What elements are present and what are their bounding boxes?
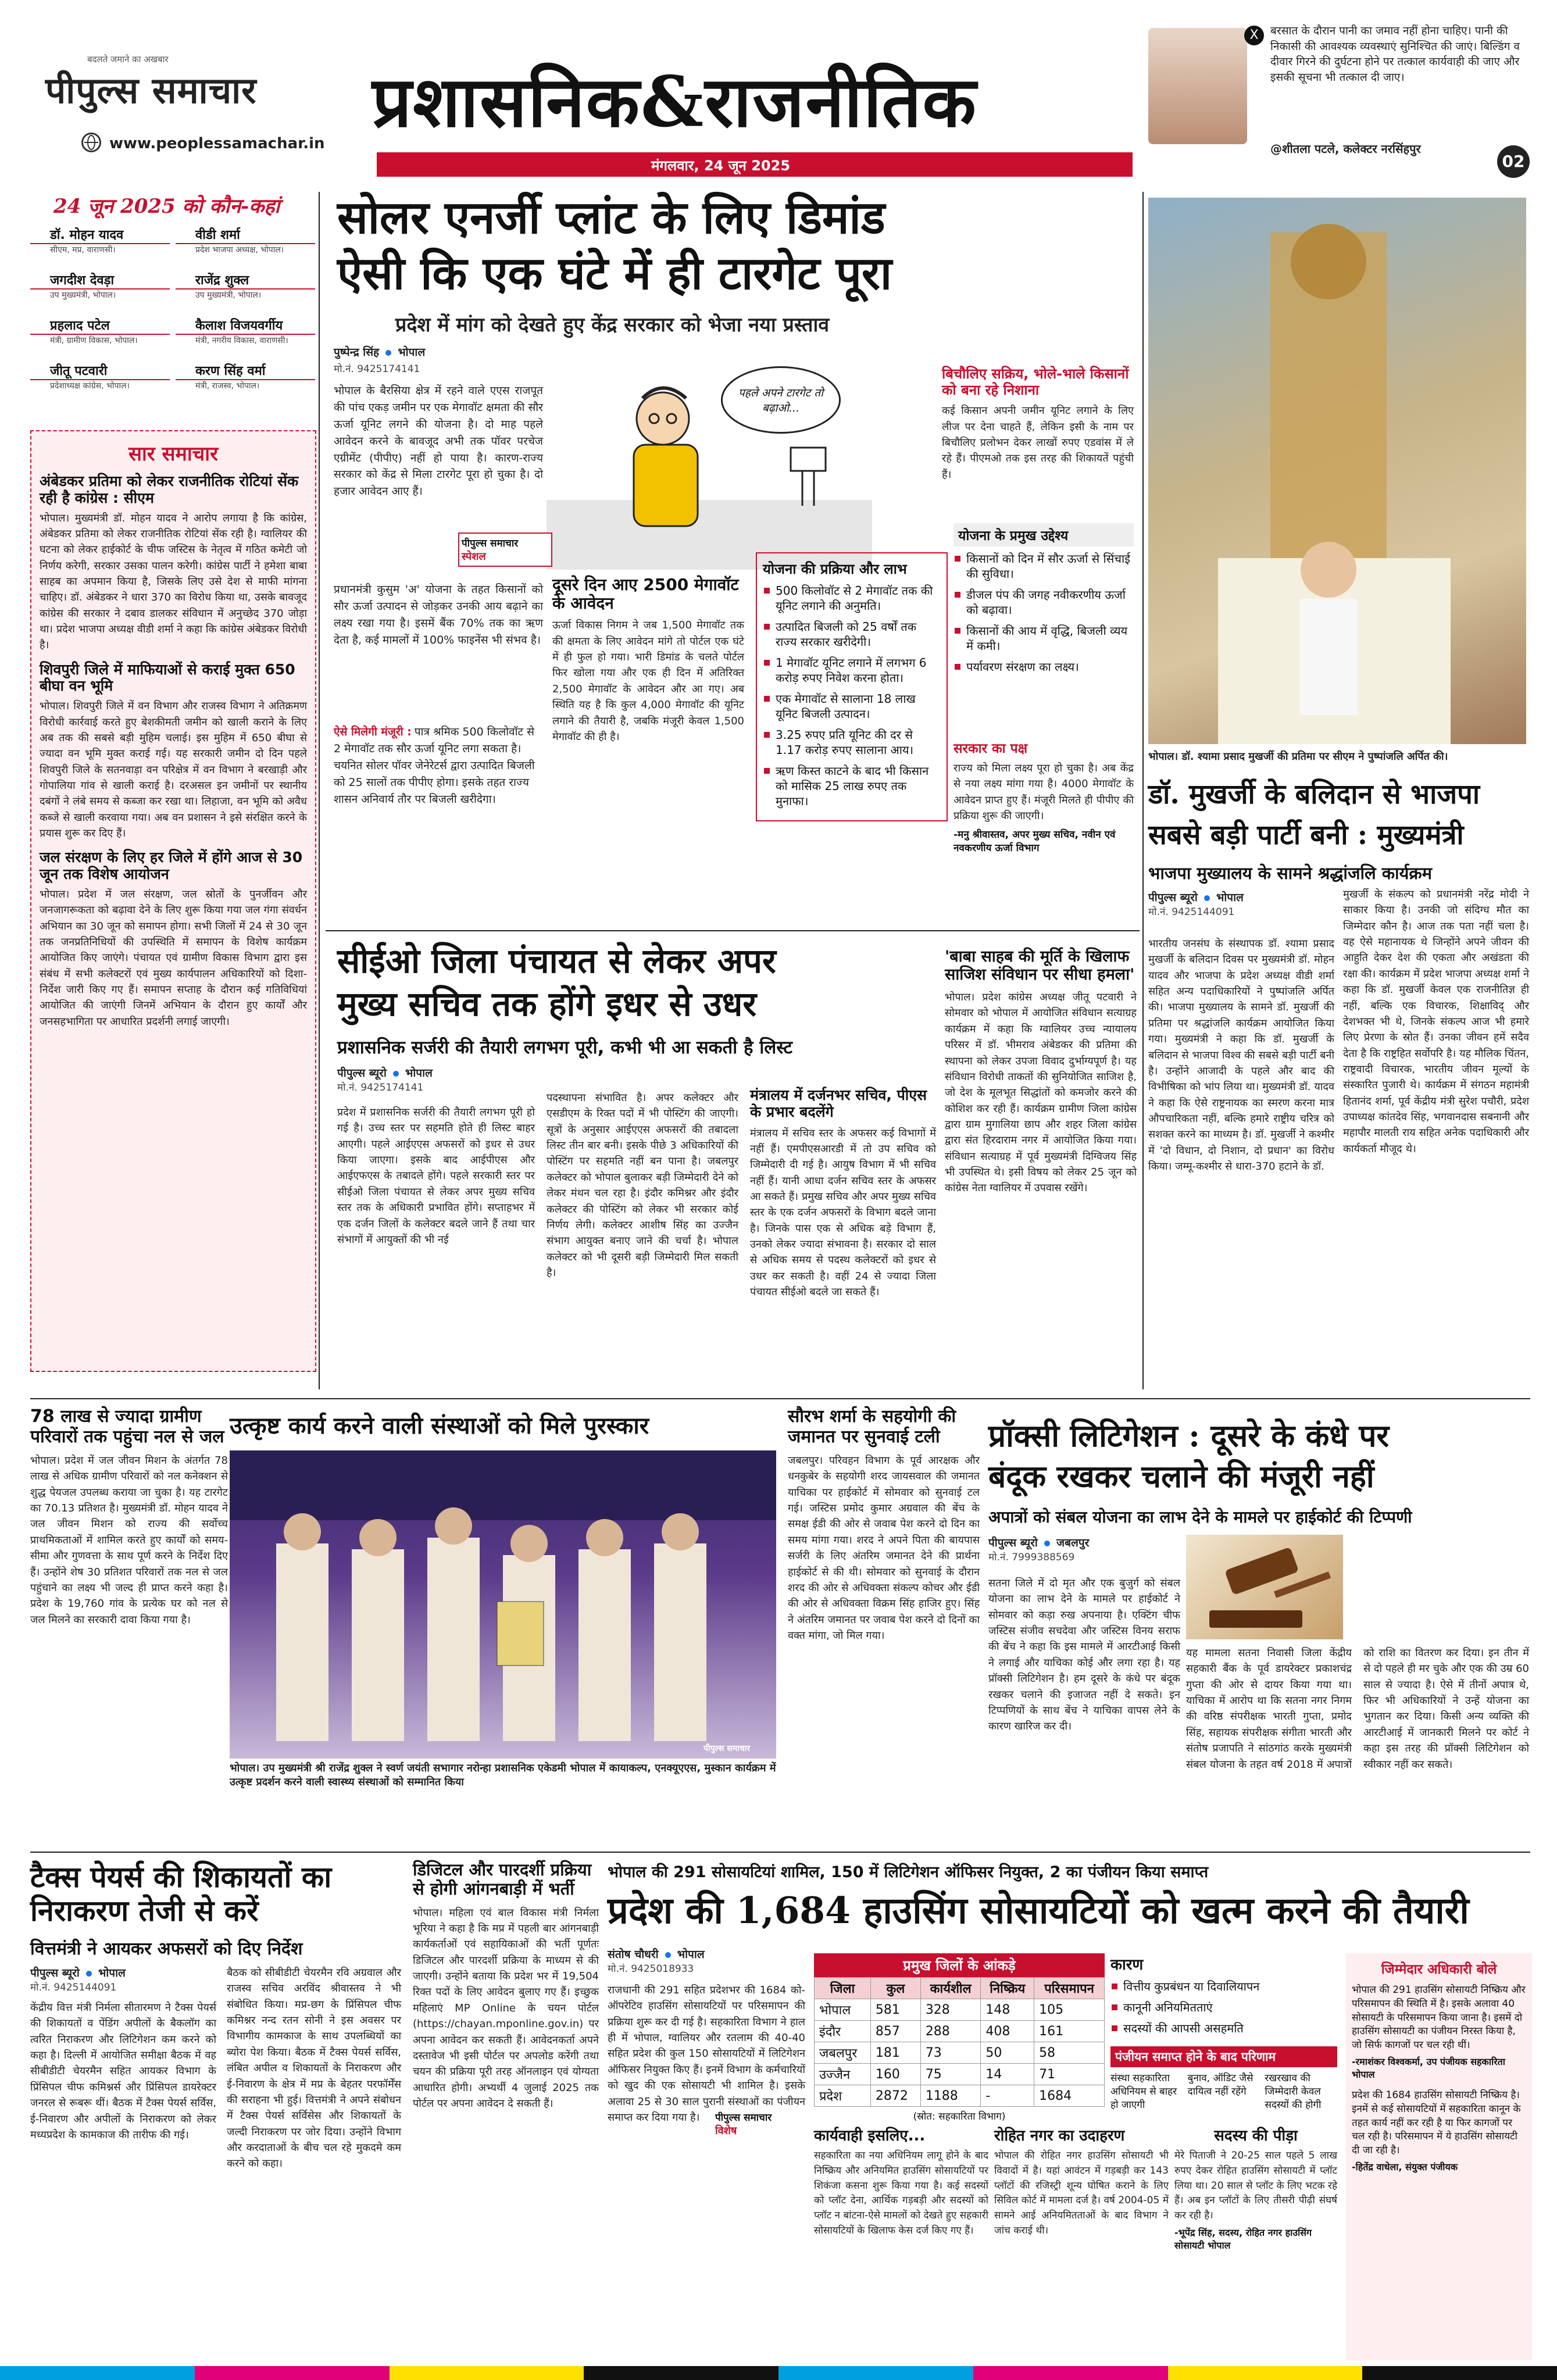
table-header-row — [815, 1978, 1105, 1999]
middlemen-text: कई किसान अपनी जमीन यूनिट लगाने के लिए लीज पर देना चाहते हैं, लेकिन इसी के नाम पर बिचौलिए प्रलोभन देकर लाखों रुपए एडवांस में ले रहे हैं। पीएमओ तक इस तरह की शिकायतें पहुंची हैं। — [942, 405, 1134, 481]
dateline-city: भोपाल — [677, 1948, 705, 1961]
second-day-title: दूसरे दिन आए 2500 मेगावॉट के आवेदन — [552, 575, 739, 613]
special-tag — [458, 533, 552, 567]
second-day-text: ऊर्जा विकास निगम ने जब 1,500 मेगावॉट तक की क्षमता के लिए आवेदन मांगे तो पोर्टल एक घंटे में ही फुल हो गया। भारी डिमांड के चलते पोर्टल फिर खोला गया और एक ही दिन में अतिरिक्त 2,500 मेगावॉट के आवेदन और आ गए। अब स्थिति यह है कि कुल 4,000 मेगावॉट की यूनिट लगाने की तैयारी है, जबकि मंजूरी केवल 1,500 मेगावॉट की ही है। — [552, 619, 744, 743]
officer-title: जिम्मेदार अधिकारी बोले — [1381, 1962, 1497, 1977]
solar-byline — [334, 344, 555, 375]
anganwadi-story — [413, 1860, 599, 2111]
proxy-headline-1: प्रॉक्सी लिटिगेशन : दूसरे के कंधे पर — [988, 1418, 1390, 1454]
saar-text: भोपाल। शिवपुरी जिले में वन विभाग और राजस्व विभाग ने अतिक्रमण विरोधी कार्रवाई करते हुए बेशकीमती जमीन को खाली कराने के लिए अब तक की सबसे बड़ी मुहिम चलाई। इस मुहिम में 650 बीघा से ज्यादा वन भूमि मुक्त कराई गई। यह सरकारी जमीन दो दिन पहले शिवपुरी जिले के सतनवाड़ा वन परिक्षेत्र में वन विभाग ने बरखाड़ी और गोपालिया गांव से खाली कराई है। दरअसल इन जमीनों पर स्थानीय दबंगों ने लंबे समय से कब्जा कर रखा था। लिहाजा, वन भूमि को अवैध कब्जे से खाली करवाया गया। अब वन प्रशासन ने इसे संरक्षित करने के प्रयास शुरू कर दिए हैं। — [40, 700, 307, 840]
dot-icon — [385, 350, 391, 356]
solar-para3-wrap — [334, 724, 543, 807]
mukherjee-col2: मुखर्जी के संकल्प को प्रधानमंत्री नरेंद्र मोदी ने साकार किया है। उनकी जो संदिग्ध मौत का जिम्मेदार कौन है। आज तक पता नहीं चला है। वह ऐसे महानायक थे जिन्होंने अपने जीवन की आहुति देकर देश की एकता और अखंडता की रक्षा की। कार्यक्रम में प्रदेश भाजपा अध्यक्ष शर्मा ने कहा कि डॉ. मुखर्जी केवल एक राजनीतिज्ञ ही नहीं, बल्कि एक विचारक, शिक्षाविद् और देशभक्त भी थे, जिनके संकल्प आज भी हमारे लिए प्रेरणा के स्रोत हैं। उनका जीवन हमें सदैव देता है कि राष्ट्रहित सर्वोपरि है। यह मौलिक चिंतन, राष्ट्रवादी विचारक, भारतीय जीवन मूल्यों के संस्कारित पुजारी थे। कार्यक्रम में संगठन महामंत्री हितानंद शर्मा, पूर्व केंद्रीय मंत्री सुरेश पचौरी, प्रदेश उपाध्यक्ष कांतदेव सिंह, भगवानदास सबनानी और महापौर मालती राय सहित अनेक पदाधिकारी और कार्यकर्ता मौजूद थे। — [1343, 888, 1529, 1155]
person-place: मंत्री, नगरीय विकास, वाराणसी। — [195, 336, 288, 345]
table-cell: 161 — [1034, 2021, 1105, 2042]
divider — [1142, 192, 1144, 1389]
housing-special-tag — [715, 2110, 808, 2138]
person-name: जगदीश देवड़ा — [30, 271, 170, 290]
mukherjee-photo-caption: भोपाल। डॉ. श्यामा प्रसाद मुखर्जी की प्रतिमा पर सीएम ने पुष्पांजलि अर्पित की। — [1148, 751, 1448, 763]
after-item: संस्था सहकारिता अधिनियम से बाहर हो जाएगी — [1110, 2072, 1177, 2111]
dateline-city: भोपाल — [98, 1967, 126, 1979]
globe-icon — [81, 133, 101, 152]
table-cell: 148 — [981, 1999, 1034, 2021]
solar-para1: भोपाल के बैरसिया क्षेत्र में रहने वाले एएस राजपूत की पांच एकड़ जमीन पर एक मेगावॉट क्षमता की सौर ऊर्जा यूनिट लगने की योजना है। दो माह पहले आवेदन करने के बावजूद अभी तक पॉवर परचेज एग्रीमेंट (पीपीए) नहीं हो पाया है। कारण-राज्य सरकार को केंद्र से मिला टारगेट पूरा हो चुका है। दो हजार आवेदन आए हैं। — [334, 384, 543, 498]
after-box — [1110, 2046, 1337, 2112]
district-table — [814, 1977, 1105, 2107]
officer-statement: भोपाल की 291 हाउसिंग सोसायटी निष्क्रिय और परिसमापन की स्थिति में है। इसके अलावा 40 सोसायटी के परिसमापन किया जाना है। इसमें दो हाउसिंग सोसायटी का पंजीयन निरस्त किया है, जो सिर्फ कागजों पर चल रही थीं। — [1352, 1984, 1526, 2052]
saar-headline: शिवपुरी जिले में माफियाओं से कराई मुक्त 650 बीघा वन भूमि — [40, 660, 295, 695]
proxy-byline — [988, 1535, 1180, 1563]
person-name: डॉ. मोहन यादव — [30, 226, 170, 244]
table-cell: 181 — [870, 2042, 920, 2064]
process-list — [763, 583, 941, 809]
table-cell: 328 — [920, 1999, 981, 2021]
schedule-entry — [176, 316, 315, 346]
mukherjee-photo — [1148, 198, 1526, 744]
tax-col2: बैठक को सीबीडीटी चेयरमैन रवि अग्रवाल और राजस्व सचिव अरविंद श्रीवास्तव ने भी संबोधित किया। मप्र-छग के प्रिंसिपल चीफ कमिश्नर नन्द रतन सोनी ने इस अवसर पर विभागीय कामकाज के साथ उपलब्धियों का ब्योरा पेश किया। बैठक में टैक्स पेयर्स सर्विस, लंबित अपील व शिकायतों के निराकरण और ई-निवारण के क्षेत्र में मप्र के बेहतर परफॉर्मेंस की सराहना भी हुई। वित्तमंत्री ने अपने संबोधन में टैक्स पेयर्स सर्विसेस और शिकायतों के जल्दी निराकरण पर जोर दिया। उन्होंने विभाग और करदाताओं के बीच चल रहे मुकदमे कम करने को कहा। — [227, 1967, 401, 2170]
author-name: पीपुल्स ब्यूरो — [30, 1967, 80, 1979]
proxy-headline-2: बंदूक रखकर चलाने की मंजूरी नहीं — [988, 1459, 1374, 1495]
award-photo — [230, 1450, 776, 1759]
reason-item: वित्तीय कुप्रबंधन या दिवालियापन — [1110, 1979, 1337, 1994]
rohit-text: भोपाल की रोहित नगर हाउसिंग सोसायटी भी विवादों में है। यहां आवंटन में गड़बड़ी कर 143 प्लॉटों की रजिस्ट्री शून्य घोषित कराने के लिए सिविल कोर्ट में मामला दर्ज है। वर्ष 2004-05 में सामने आई अनियमितताओं के बाद विभाग ने जांच कराई थी। — [994, 2149, 1169, 2237]
ceo-headline-2: मुख्य सचिव तक होंगे इधर से उधर — [337, 984, 757, 1024]
dateline-city: भोपाल — [1216, 891, 1244, 904]
reason-list — [1110, 1979, 1337, 2036]
process-item: 500 किलोवॉट से 2 मेगावॉट तक की यूनिट लगाने की अनुमति। — [763, 583, 941, 613]
mukherjee-byline — [1148, 889, 1323, 918]
table-cell: जबलपुर — [815, 2042, 871, 2064]
tagline: बदलते जमाने का अखबार — [87, 54, 169, 65]
housing-text: राजधानी की 291 सहित प्रदेशभर की 1684 को-ऑपरेटिव हाउसिंग सोसायटियों पर परिसमापन की प्रक्रिया शुरू कर दी गई है। सहकारिता विभाग ने हाल ही में भोपाल, ग्वालियर और रतलाम की 40-40 सहित प्रदेश की कुल 150 सोसायटियों में लिटिगेशन ऑफिसर नियुक्त किए हैं। इनमें विभाग के कर्मचारियों को खुद की एक सोसायटी भी शामिल है। इसके अलावा 25 से 30 साल पुरानी संस्थाओं का पंजीयन समाप्त कर दिया गया है। — [608, 1984, 805, 2124]
middlemen-box — [942, 366, 1134, 483]
ceo-sub-box — [750, 1087, 936, 1300]
pain-author: -भूपेंद्र सिंह, सदस्य, रोहित नगर हाउसिंग सोसायटी भोपाल — [1174, 2227, 1312, 2252]
objectives-box — [954, 523, 1134, 680]
table-cell: इंदौर — [815, 2021, 871, 2042]
ceo-sub-title: मंत्रालय में दर्जनभर सचिव, पीएस के प्रभार बदलेंगे — [750, 1087, 927, 1120]
person-place: प्रदेश भाजपा अध्यक्ष, भोपाल। — [195, 245, 284, 255]
schedule-entry — [30, 271, 170, 301]
objectives-list — [954, 551, 1134, 674]
schedule-title: 24 जून 2025 को कौन-कहां — [53, 195, 280, 218]
schedule-box — [30, 192, 315, 419]
action-box — [814, 2128, 988, 2239]
ambedkar-story — [945, 948, 1137, 1196]
divider — [326, 930, 1140, 931]
table-cell: भोपाल — [815, 1999, 871, 2021]
saar-title: सार समाचार — [128, 442, 218, 466]
dot-icon — [1204, 895, 1210, 901]
schedule-entry — [176, 362, 315, 391]
person-place: प्रदेशाध्यक्ष कांग्रेस, भोपाल। — [50, 381, 130, 391]
process-item: 1 मेगावॉट यूनिट लगाने में लगभग 6 करोड़ रुपए निवेश करना होता। — [763, 655, 941, 685]
process-item: एक मेगावॉट से सालाना 18 लाख यूनिट बिजली उत्पादन। — [763, 691, 941, 721]
special-label: विशेष — [715, 2125, 737, 2137]
action-title: कार्यवाही इसलिए... — [814, 2127, 926, 2145]
table-cell: 73 — [920, 2042, 981, 2064]
dateline-city: भोपाल — [398, 346, 426, 359]
table-header: निष्क्रिय — [981, 1978, 1034, 1999]
dot-icon — [393, 1071, 399, 1077]
dot-icon — [86, 1971, 92, 1977]
author-mobile: मो.नं. 9425144091 — [30, 1982, 117, 1993]
website-link[interactable]: www.peoplessamachar.in — [109, 135, 325, 152]
page-number: 02 — [1497, 145, 1530, 178]
water-text: भोपाल। प्रदेश में जल जीवन मिशन के अंतर्गत 78 लाख से अधिक ग्रामीण परिवारों को नल कनेक्शन से शुद्ध पेयजल उपलब्ध कराया जा चुका है। यह टारगेट का 70.13 प्रतिशत है। मुख्यमंत्री डॉ. मोहन यादव ने जल जीवन मिशन को राज्य की सर्वोच्च प्राथमिकताओं में शामिल करते हुए कार्यों को समय-सीमा और गुणवत्ता के साथ पूर्ण करने के निर्देश दिए हैं। उन्होंने शेष 30 प्रतिशत परिवारों तक नल से जल पहुंचाने का लक्ष्य भी जल्द ही प्राप्त करने कहा है। प्रदेश के 19,760 गांव के प्रत्येक घर को नल से जल मिलने का सरकारी दावा किया गया है। — [30, 1455, 228, 1626]
ceo-subhead: प्रशासनिक सर्जरी की तैयारी लगभग पूरी, कभी भी आ सकती है लिस्ट — [337, 1037, 792, 1058]
ambedkar-headline: 'बाबा साहब की मूर्ति के खिलाफ साजिश संविधान पर सीधा हमला' — [945, 948, 1135, 984]
pain-text: मेरे पिताजी ने 20-25 साल पहले 5 लाख रुपए देकर रोहित हाउसिंग सोसायटी में प्लॉट लिया था। 20 साल से प्लॉट के लिए भटक रहे हैं। अब इन प्लॉटों के लिए तीसरी पीढ़ी संघर्ष कर रही है। — [1174, 2149, 1337, 2222]
author-name: पीपुल्स ब्यूरो — [988, 1536, 1038, 1549]
ceo-col2: पदस्थापना संभावित है। अपर कलेक्टर और एसडीएम के रिक्त पदों में भी पोस्टिंग की जाएगी। सूत्रों के अनुसार आईएएस अफसरों की तबादला लिस्ट तीन बार बनी। इसके पीछे 3 अधिकारियों की पोस्टिंग पर सहमति नहीं बन पाना है। जबलपुर कलेक्टर को भोपाल बुलाकर बड़ी जिम्मेदारी देने को लेकर मंथन चल रहा है। इंदौर कमिश्नर और इंदौर कलेक्टर की पोस्टिंग को लेकर भी सरकार कोई निर्णय लेगी। कलेक्टर आशीष सिंह का उज्जैन संभाग आयुक्त बनाए जाने की चर्चा है। भोपाल कलेक्टर को भी दूसरी बड़ी जिम्मेदारी मिल सकती है। — [547, 1092, 738, 1279]
objectives-title: योजना के प्रमुख उद्देश्य — [954, 523, 1134, 546]
dot-icon — [1044, 1541, 1050, 1546]
anganwadi-headline: डिजिटल और पारदर्शी प्रक्रिया से होगी आंगनबाड़ी में भर्ती — [413, 1860, 592, 1899]
proxy-col1: सतना जिले में दो मृत और एक बुजुर्ग को संबल योजना का लाभ देने के मामले पर हाईकोर्ट ने सोमवार को कड़ा रुख अपनाया है। एक्टिंग चीफ जस्टिस संजीव सचदेवा और जस्टिस विनय सराफ की बेंच ने कहा कि इस मामले में आरटीआई किसी ने लगाई और याचिका कोई और लगा रहा है। यह प्रॉक्सी लिटिगेशन है। हम दूसरे के कंधे पर बंदूक रखकर चलाने की इजाजत नहीं दे सकते। इन टिप्पणियों के साथ बेंच ने याचिका वापस लेने के कारण खारिज कर दी। — [988, 1577, 1180, 1733]
person-name: करण सिंह वर्मा — [176, 362, 315, 380]
table-row — [815, 2042, 1105, 2064]
proxy-col2: यह मामला सतना निवासी जिला केंद्रीय सहकारी बैंक के पूर्व डायरेक्टर प्रकाशचंद्र गुप्ता की ओर से दायर किया गया था। याचिका में आरोप था कि सतना नगर निगम की वरिष्ठ संपरीक्षक भारती गुप्ता, प्रमोद सिंह, सहायक संपरीक्षक संगीता भारती और संतोष प्रजापति ने सांठगांठ करके मुख्यमंत्री संबल योजना के तहत वर्ष 2018 में अपात्रों को राशि का वितरण कर दिया। इन तीन में से दो पहले ही मर चुके और एक की उम्र 60 साल से ज्यादा है। ऐसे में तीनों अपात्र थे, फिर भी अधिकारियों ने उन्हें योजना का भुगतान कर दिया। किसी अन्य व्यक्ति की आरटीआई में जानकारी मिलने पर कोर्ट ने कहा इस तरह की प्रॉक्सी लिटिगेशन को स्वीकार नहीं कर सकते। — [1186, 1647, 1529, 1771]
table-cell: 71 — [1034, 2064, 1105, 2085]
solar-para3: पात्र श्रमिक 500 किलोवॉट से 2 मेगावॉट तक सौर ऊर्जा यूनिट लगा सकता है। चयनित सोलर पॉवर जेनेरेटर्स द्वारा उत्पादित बिजली को 25 सालों तक पीपीए होगा। इसके तहत राज्य शासन अनिवार्य तौर पर बिजली खरीदेगा। — [334, 726, 535, 806]
table-cell: 2872 — [870, 2085, 920, 2107]
cartoon-speech-bubble — [721, 366, 841, 434]
proxy-subhead: अपात्रों को संबल योजना का लाभ देने के मामले पर हाईकोर्ट की टिप्पणी — [988, 1507, 1412, 1527]
district-table-box — [814, 1953, 1105, 2122]
special-brand: पीपुल्स समाचार — [715, 2112, 772, 2124]
author-mobile: मो.नं. 9425174141 — [337, 1082, 424, 1093]
solar-headline-1: सोलर एनर्जी प्लांट के लिए डिमांड — [337, 191, 885, 244]
table-cell: 1684 — [1034, 2085, 1105, 2107]
print-registration-bar — [0, 2366, 1557, 2380]
schedule-entry — [176, 226, 315, 255]
dot-icon — [665, 1952, 671, 1958]
ceo-sub-text: मंत्रालय में सचिव स्तर के अफसर कई विभागों में नहीं हैं। एमपीएसआरडी में तो उप सचिव को जिम्मेदारी दी गई है। आयुष विभाग में भी सचिव नहीं हैं। यानी आधा दर्जन सचिव स्तर के अफसर आ सकते हैं। प्रमुख सचिव और अपर मुख्य सचिव स्तर के एक दर्जन अफसरों के विभाग बदले जाना है। जिनके पास एक से अधिक बड़े विभाग हैं, उनको लेकर ज्यादा संभावना है। सरकार दो साल से अधिक समय से पदस्थ कलेक्टरों को इधर से उधर कर सकती है। वहीं 24 से ज्यादा जिला पंचायत सीईओ बदले जा सकते हैं। — [750, 1127, 936, 1299]
objective-item: किसानों की आय में वृद्धि, बिजली व्यय में कमी। — [954, 623, 1134, 653]
rohit-box — [994, 2128, 1169, 2239]
award-credit: पीपुल्स समाचार — [703, 1744, 751, 1753]
award-headline: उत्कृष्ट कार्य करने वाली संस्थाओं को मिले पुरस्कार — [230, 1412, 649, 1439]
person-name: राजेंद्र शुक्ल — [176, 271, 315, 290]
middlemen-title: बिचौलिए सक्रिय, भोले-भाले किसानों को बना रहे निशाना — [942, 366, 1129, 398]
quote-author: @शीतला पटले, कलेक्टर नरसिंहपुर — [1270, 142, 1421, 156]
tax-byline — [30, 1965, 216, 1993]
table-cell: 50 — [981, 2042, 1034, 2064]
solar-headline-2: ऐसी कि एक घंटे में ही टारगेट पूरा — [337, 247, 892, 300]
schedule-entry — [30, 316, 170, 346]
ambedkar-text: भोपाल। प्रदेश कांग्रेस अध्यक्ष जीतू पटवारी ने सोमवार को भोपाल में आयोजित संविधान सत्याग्रह कार्यक्रम में कहा कि ग्वालियर उच्च न्यायालय परिसर में डॉ. भीमराव अंबेडकर की प्रतिमा की स्थापना को लेकर उपजा विवाद दुर्भाग्यपूर्ण है। यह संविधान विरोधी ताकतों की सुनियोजित साजिश है, जो देश के मूलभूत सिद्धांतों को कमजोर करने की कोशिश कर रही हैं। कार्यक्रम ग्रामीण जिला कांग्रेस द्वारा ग्राम मुगालिया छाप और शहर जिला कांग्रेस द्वारा संत हिरदाराम नगर में आयोजित किया गया। संविधान सत्याग्रह में पूर्व मुख्यमंत्री दिग्विजय सिंह भी उपस्थित थे। इसी विषय को लेकर 25 जून को कांग्रेस नेता ग्वालियर में उपवास रखेंगे। — [945, 991, 1137, 1195]
solar-subhead: प्रदेश में मांग को देखते हुए केंद्र सरकार को भेजा नया प्रस्ताव — [395, 313, 830, 337]
table-header: परिसमापन — [1034, 1978, 1105, 1999]
second-day-box — [552, 576, 744, 745]
govt-box — [954, 738, 1134, 854]
table-row — [815, 2085, 1105, 2107]
rohit-title: रोहित नगर का उदाहरण — [994, 2127, 1125, 2145]
reason-item: सदस्यों की आपसी असहमति — [1110, 2021, 1337, 2036]
saurabh-headline: सौरभ शर्मा के सहयोगी की जमानत पर सुनवाई टली — [788, 1406, 956, 1447]
divider — [30, 1398, 1530, 1399]
govt-author: -मनु श्रीवास्तव, अपर मुख्य सचिव, नवीन एवं नवकरणीय ऊर्जा विभाग — [954, 829, 1116, 855]
author-mobile: मो.नं. 9425174141 — [334, 363, 420, 375]
pain-box — [1174, 2128, 1337, 2252]
officer-author: -रमाशंकर विश्वकर्मा, उप पंजीयक सहकारिता भोपाल — [1352, 2056, 1505, 2080]
cartoon — [547, 366, 872, 570]
solar-story — [326, 192, 1140, 924]
divider — [319, 192, 320, 1389]
award-caption: भोपाल। उप मुख्यमंत्री श्री राजेंद्र शुक्ल ने स्वर्ण जयंती सभागार नरोन्हा प्रशासनिक एकेडमी भोपाल में कायाकल्प, एनक्यूएएस, मुस्कान कार्यक्रम में उत्कृष्ट प्रदर्शन करने वाली स्वास्थ्य संस्थाओं को सम्मानित किया — [230, 1762, 776, 1789]
saar-samachar — [30, 430, 316, 1372]
housing-headline: प्रदेश की 1,684 हाउसिंग सोसायटियों को खत्म करने की तैयारी — [608, 1889, 1469, 1932]
quote-box — [1148, 23, 1535, 177]
author-name: पीपुल्स ब्यूरो — [337, 1067, 387, 1080]
action-text: सहकारिता का नया अधिनियम लागू होने के बाद निष्क्रिय और अनियमित हाउसिंग सोसायटियों पर शिकंजा कसना शुरू किया गया है। कई सदस्यों को प्लॉट देना, आर्थिक गड़बड़ी और सदस्यों को प्लॉट न बांटना-ऐसे मामलों को देखते हुए सहकारी सोसायटियों के खिलाफ केस दर्ज किए गए हैं। — [814, 2149, 988, 2237]
after-item: रखरखाव की जिम्मेदारी केवल सदस्यों की होगी — [1265, 2072, 1322, 2111]
saar-text: भोपाल। प्रदेश में जल संरक्षण, जल स्रोतों के पुनर्जीवन और जनजागरूकता को बढ़ावा देने के लिए शुरू किया गया जल गंगा संवर्धन अभियान का 30 जून को समापन होगा। सभी जिलों में 24 से 30 जून तक जनप्रतिनिधियों की उपस्थिति में समापन के विशेष कार्यक्रम आयोजित किए जाएंगे। पंचायत एवं ग्रामीण विकास विभाग द्वारा इस संबंध में सभी कलेक्टरों एवं मुख्य कार्यपालन अधिकारियों को दिशा-निर्देश जारी किए गए हैं। समापन सप्ताह के दौरान कई गतिविधियां आयोजित की जाएंगी जिनमें अभियान के दौरान हुए कार्यों और जनसहभागिता पर आधारित प्रदर्शनी लगाई जाएगी। — [40, 888, 307, 1028]
person-place: उप मुख्यमंत्री, भोपाल। — [195, 291, 262, 300]
reason-title: कारण — [1110, 1956, 1144, 1974]
reason-item: कानूनी अनियमितताएं — [1110, 2000, 1337, 2015]
special-label: स्पेशल — [462, 551, 486, 563]
table-cell: 58 — [1034, 2042, 1105, 2064]
author-name: संतोष चौधरी — [608, 1948, 659, 1961]
author-mobile: मो.नं. 9425144091 — [1148, 906, 1235, 918]
gavel-image — [1186, 1535, 1343, 1639]
table-row — [815, 2064, 1105, 2085]
govt-text: राज्य को मिला लक्ष्य पूरा हो चुका है। अब केंद्र से नया लक्ष्य मांगा गया है। 4000 मेगावॉट के आवेदन प्राप्त हुए हैं। मंजूरी मिलते ही पीपीए की प्रक्रिया शुरू की जाएगी। — [954, 762, 1134, 823]
mukherjee-headline-2: सबसे बड़ी पार्टी बनी : मुख्यमंत्री — [1148, 819, 1464, 851]
table-cell: 105 — [1034, 1999, 1105, 2021]
ceo-headline-1: सीईओ जिला पंचायत से लेकर अपर — [337, 941, 776, 981]
tax-subhead: वित्तमंत्री ने आयकर अफसरों को दिए निर्देश — [30, 1939, 303, 1959]
objective-item: किसानों को दिन में सौर ऊर्जा से सिंचाई की सुविधा। — [954, 551, 1134, 581]
mukherjee-col1: भारतीय जनसंघ के संस्थापक डॉ. श्यामा प्रसाद मुखर्जी के बलिदान दिवस पर मुख्यमंत्री डॉ. मोहन यादव और भाजपा के प्रदेश अध्यक्ष वीडी शर्मा सहित अन्य पदाधिकारियों ने पुष्पांजलि अर्पित की। भाजपा मुख्यालय के सामने डॉ. मुखर्जी की प्रतिमा पर श्रद्धांजलि कार्यक्रम आयोजित किया गया। मुख्यमंत्री ने कहा कि डॉ. मुखर्जी के बलिदान से भाजपा विश्व की सबसे बड़ी पार्टी बनी है। उन्होंने आजादी के पहले और बाद की विभीषिका को भांप लिया था। मुख्यमंत्री डॉ. यादव ने कहा कि ऐसे राष्ट्रनायक का स्मरण करना मात्र औपचारिकता नहीं, बल्कि हमारे राष्ट्रीय चरित्र को सशक्त करने का माध्यम है। डॉ. मुखर्जी ने कश्मीर में 'दो विधान, दो निशान, दो प्रधान' का विरोध किया। जम्मू-कश्मीर से धारा-370 हटाने के डॉ. — [1148, 938, 1334, 1173]
tax-headline: टैक्स पेयर्स की शिकायतों का निराकरण तेजी से करें — [30, 1860, 332, 1928]
saar-headline: अंबेडकर प्रतिमा को लेकर राजनीतिक रोटियां सेंक रही है कांग्रेस : सीएम — [40, 473, 299, 506]
table-cell: 857 — [870, 2021, 920, 2042]
dateline-city: जबलपुर — [1056, 1536, 1090, 1549]
person-place: मंत्री, राजस्व, भोपाल। — [195, 381, 260, 391]
mukherjee-subhead: भाजपा मुख्यालय के सामने श्रद्धांजलि कार्यक्रम — [1148, 863, 1432, 883]
anganwadi-text: भोपाल। महिला एवं बाल विकास मंत्री निर्मला भूरिया ने कहा है कि मप्र में पहली बार आंगनबाड़ी कार्यकर्ताओं एवं सहायिकाओं की भर्ती पूर्णतः डिजिटल और पारदर्शी प्रक्रिया के माध्यम से की जाएगी। उन्होंने बताया कि प्रदेश भर में 19,504 रिक्त पदों के लिए आवेदन बुलाए गए हैं। इच्छुक महिलाएं MP Online के चयन पोर्टल (https://chayan.mponline.gov.in) पर अपना आवेदन कर सकती हैं। आवेदनकर्ता अपने दस्तावेज भी इसी पोर्टल पर अपलोड करेंगी तथा चयन की प्रक्रिया पूरी तरह ऑनलाइन एवं योग्यता आधारित होगी। अभ्यर्थी 4 जुलाई 2025 तक पोर्टल पर अपना आवेदन दे सकती हैं। — [413, 1906, 599, 2110]
after-item: बुनाव, ऑडिट जैसे दायित्व नहीं रहेंगे — [1187, 2072, 1254, 2097]
table-header: जिला — [815, 1978, 871, 1999]
masthead — [0, 0, 1557, 180]
official-avatar — [1148, 28, 1247, 144]
saurabh-text: जबलपुर। परिवहन विभाग के पूर्व आरक्षक और धनकुबेर के सहयोगी शरद जायसवाल की जमानत याचिका पर हाईकोर्ट में सोमवार को सुनवाई टल गई। जस्टिस प्रमोद कुमार अग्रवाल की बेंच के समक्ष ईडी की ओर से जवाब पेश करने दो दिन का समय मांगा गया। शरद ने अपने पिता की बायपास सर्जरी के लिए अंतरिम जमानत देने की प्रार्थना हाईकोर्ट से की थी। सोमवार को सुनवाई के दौरान शरद की ओर से अधिवक्ता संकल्प कोचर और ईडी की ओर से अधिवक्ता विक्रम सिंह हाजिर हुए। सिंह ने अंतरिम जमानत पर जवाब पेश करने दो दिनों का वक्त मांगा, जो मिल गया। — [788, 1455, 980, 1642]
dateline-city: भोपाल — [405, 1067, 433, 1080]
table-cell: प्रदेश — [815, 2085, 871, 2107]
issue-date: मंगलवार, 24 जून 2025 — [651, 158, 791, 174]
person-name: कैलाश विजयवर्गीय — [176, 316, 315, 335]
pain-title: सदस्य की पीड़ा — [1214, 2127, 1298, 2145]
after-title: पंजीयन समाप्त होने के बाद परिणाम — [1110, 2046, 1337, 2067]
table-row — [815, 2021, 1105, 2042]
person-name: वीडी शर्मा — [176, 226, 315, 244]
objective-item: पर्यावरण संरक्षण का लक्ष्य। — [954, 659, 1134, 674]
table-cell: 581 — [870, 1999, 920, 2021]
process-item: ऋण किस्त काटने के बाद भी किसान को मासिक 25 लाख रुपए तक मुनाफा। — [763, 763, 941, 809]
author-mobile: मो.नं. 9425018933 — [608, 1963, 694, 1975]
table-row — [815, 1999, 1105, 2021]
table-header: कुल — [870, 1978, 920, 1999]
table-cell: - — [981, 2085, 1034, 2107]
special-brand: पीपुल्स समाचार — [462, 538, 519, 549]
person-name: जीतू पटवारी — [30, 362, 170, 380]
process-item: 3.25 रुपए प्रति यूनिट की दर से 1.17 करोड़ रुपए सालाना आय। — [763, 727, 941, 757]
table-header: कार्यशील — [920, 1978, 981, 1999]
solar-para2: प्रधानमंत्री कुसुम 'अ' योजना के तहत किसानों को सौर ऊर्जा उत्पादन से जोड़कर उनकी आय बढ़ाने का लक्ष्य रखा गया है। इसमें बैंक 70% तक का ऋण देता है, कई मामलों में 100% फाइनेंस भी संभव है। — [334, 583, 543, 646]
ceo-byline — [337, 1065, 523, 1093]
saar-text: भोपाल। मुख्यमंत्री डॉ. मोहन यादव ने आरोप लगाया है कि कांग्रेस, अंबेडकर प्रतिमा को लेकर राजनीतिक रोटियां सेंक रही है। ग्वालियर की घटना को लेकर हाईकोर्ट के चीफ जस्टिस के नेतृत्व में गठित कमेटी जो निर्णय करेगी, सरकार उसका पालन करेगी। कांग्रेस पार्टी ने हमेशा बाबा साहब का अपमान किया है, जिसके लिए उसे देश से माफी मांगना चाहिए। डॉ. अंबेडकर ने धारा 370 का विरोध किया था, उसके बावजूद कांग्रेस की सरकार ने दबाव डालकर संविधान में अनुच्छेद 370 जोड़ा था। प्रदेश भाजपा अध्यक्ष वीडी शर्मा ने कहा कि कांग्रेस अंबेडकर विरोधी है। — [40, 512, 307, 652]
table-cell: 1188 — [920, 2085, 981, 2107]
author-name: पीपुल्स ब्यूरो — [1148, 891, 1198, 904]
reasons-box — [1110, 1953, 1337, 2042]
table-cell: 75 — [920, 2064, 981, 2085]
officer-box — [1346, 1953, 1532, 2360]
table-cell: 14 — [981, 2064, 1034, 2085]
water-story — [30, 1407, 228, 1849]
process-item: उत्पादित बिजली को 25 वर्षों तक राज्य सरकार खरीदेगी। — [763, 619, 941, 649]
water-headline: 78 लाख से ज्यादा ग्रामीण परिवारों तक पहुंचा नल से जल — [30, 1406, 224, 1447]
ceo-col1: प्रदेश में प्रशासनिक सर्जरी की तैयारी लगभग पूरी हो गई है। उच्च स्तर पर सहमति होते ही लिस्ट बाहर आएगी। पहले आईएएस अफसरों को इधर से उधर किया जाएगा। इसके बाद आईपीएस और आईएफएस के तबादले होंगे। पहले सरकारी स्तर पर सीईओ जिला पंचायत से लेकर अपर मुख्य सचिव स्तर तक के अधिकारी प्रभावित होंगे। सप्ताहभर में एक दर्जन जिलों के कलेक्टर बदले जाने हैं तथा चार संभागों में आयुक्तों की भी नई — [337, 1106, 535, 1246]
bubble-text: पहले अपने टारगेट तो बढ़ाओ... — [738, 387, 824, 414]
saurabh-story — [788, 1407, 980, 1643]
officer-statement: प्रदेश की 1684 हाउसिंग सोसायटी निष्क्रिय है। इनमें से कई सोसायटियों में सहकारिता कानून के तहत कार्य नहीं कर रही है या फिर कागजों पर चल रही है। परिसमापन में ये हाउसिंग सोसायटी दी जा रही है। — [1352, 2089, 1521, 2157]
highlight-label: ऐसे मिलेगी मंजूरी : — [334, 726, 412, 738]
person-place: उप मुख्यमंत्री, भोपाल। — [50, 291, 116, 300]
housing-kicker: भोपाल की 291 सोसायटियां शामिल, 150 में लिटिगेशन ऑफिसर नियुक्त, 2 का पंजीयन किया समाप्त — [608, 1863, 1209, 1881]
tax-col1: केंद्रीय वित्त मंत्री निर्मला सीतारमण ने टैक्स पेयर्स की शिकायतों व पेंडिंग अपीलों के बैकलॉग का त्वरित निराकरण और लिटिगेशन कम करने को कहा है। दिल्ली में आयोजित समीक्षा बैठक में वह सीबीडीटी चेयरमैन सहित आयकर विभाग के प्रिंसिपल चीफ कमिश्नर्स और प्रिंसिपल डायरेक्टर जनरल से रूबरू थीं। बैठक में टैक्स पेयर्स सर्विस, ई-निवारण और अपीलों के निराकरण को लेकर मध्यप्रदेश के कामकाज की तारीफ की गई। — [30, 2002, 216, 2141]
x-logo-icon: X — [1244, 26, 1264, 45]
table-cell: उज्जैन — [815, 2064, 871, 2085]
govt-title: सरकार का पक्ष — [954, 741, 1028, 756]
table-source: (स्रोत: सहकारिता विभाग) — [913, 2111, 1006, 2122]
section-title: प्रशासनिक&राजनीतिक — [372, 61, 977, 143]
person-name: प्रहलाद पटेल — [30, 316, 170, 335]
table-title: प्रमुख जिलों के आंकड़े — [814, 1953, 1105, 1977]
table-cell: 160 — [870, 2064, 920, 2085]
divider — [30, 1852, 1530, 1853]
person-place: सीएम, मप्र, वाराणसी। — [50, 245, 116, 255]
process-title: योजना की प्रक्रिया और लाभ — [763, 561, 907, 577]
saar-headline: जल संरक्षण के लिए हर जिले में होंगे आज से 30 जून तक विशेष आयोजन — [40, 849, 303, 883]
quote-text: बरसात के दौरान पानी का जमाव नहीं होना चाहिए। पानी की निकासी की आवश्यक व्यवस्थाएं सुनिश्चित की जाएं। बिल्डिंग व दीवार गिरने की दुर्घटना होने पर तत्काल कार्यवाही की जाए और इसकी सूचना भी तत्काल दी जाए। — [1270, 24, 1520, 84]
table-cell: 408 — [981, 2021, 1034, 2042]
officer-author: -हितेंद्र वाधेला, संयुक्त पंजीयक — [1352, 2161, 1458, 2172]
table-cell: 288 — [920, 2021, 981, 2042]
schedule-entry — [30, 362, 170, 391]
brand-logo: पीपुल्स समाचार — [45, 69, 257, 112]
objective-item: डीजल पंप की जगह नवीकरणीय ऊर्जा को बढ़ावा। — [954, 587, 1134, 617]
author-mobile: मो.नं. 7999388569 — [988, 1552, 1075, 1563]
author-name: पुष्पेन्द्र सिंह — [334, 346, 380, 359]
process-box — [756, 552, 948, 821]
housing-byline — [608, 1946, 782, 1975]
schedule-entry — [176, 271, 315, 301]
person-place: मंत्री, ग्रामीण विकास, भोपाल। — [50, 336, 138, 345]
mukherjee-headline-1: डॉ. मुखर्जी के बलिदान से भाजपा — [1148, 778, 1480, 810]
schedule-entry — [30, 226, 170, 255]
